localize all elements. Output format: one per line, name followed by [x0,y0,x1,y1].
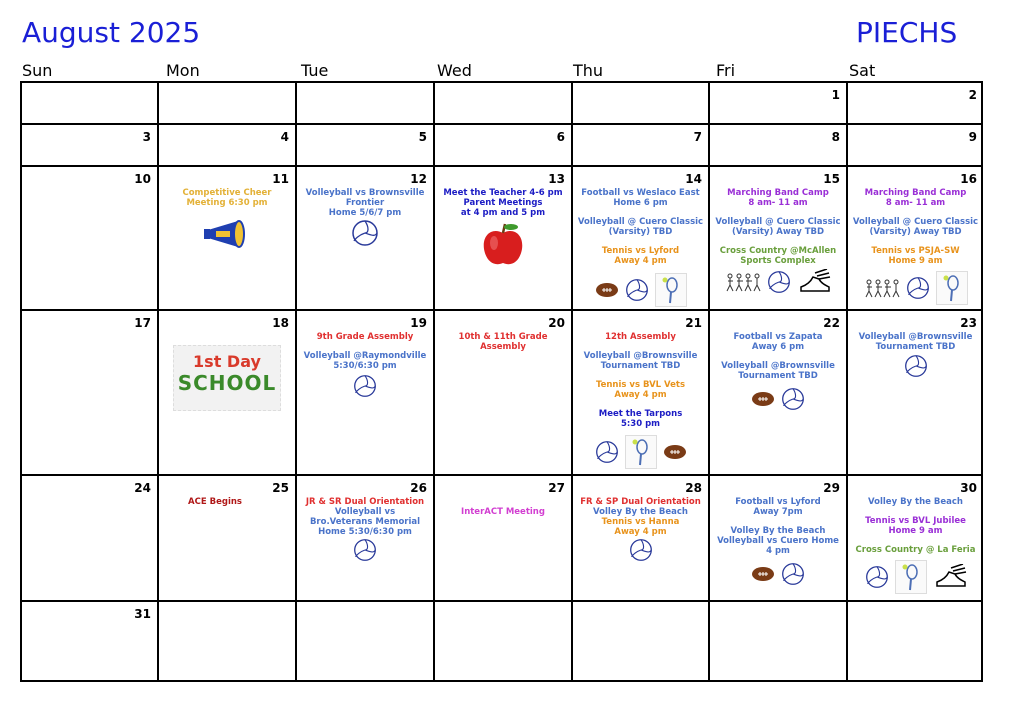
event-line: Tournament TBD [600,361,681,371]
day-number: 22 [823,316,840,330]
day-cell-empty [297,602,435,682]
volleyball-icon [906,276,930,300]
logo-top: 1st Day [193,352,261,371]
volleyball-icon [865,565,889,589]
day-number: 2 [968,88,977,102]
day-number: 24 [134,481,151,495]
day-cell-17[interactable] [22,311,159,476]
day-cell-12[interactable] [297,167,435,311]
day-cell-25[interactable] [159,476,297,602]
event-volleyball-frontier [297,188,433,218]
day-number: 30 [960,481,977,495]
event-line: 5:30 pm [620,419,661,429]
day-number: 9 [968,130,977,144]
icon-row [159,219,295,249]
day-cell-28[interactable] [573,476,710,602]
volleyball-icon [353,538,377,562]
day-number: 27 [548,481,565,495]
event-line: Volley By the Beach [730,526,826,536]
day-cell-27[interactable] [435,476,573,602]
calendar-grid [20,81,983,682]
day-cell-empty [573,83,710,125]
football-icon [751,390,775,408]
tennis-racket-icon [655,273,687,307]
day-cell-20[interactable] [435,311,573,476]
day-number: 23 [960,316,977,330]
day-cell-3[interactable] [22,125,159,167]
event-cheer-meeting [159,188,295,208]
event-line: Volleyball @ Cuero Classic [715,217,841,227]
event-line: Tournament TBD [738,371,818,381]
day-cell-13[interactable] [435,167,573,311]
day-cell-6[interactable] [435,125,573,167]
event-line: Away 7pm [753,507,803,517]
event-line: Football vs Lyford [735,497,821,507]
event-line: Cross Country @ La Feria [855,545,976,555]
icon-row [435,221,571,269]
apple-icon [480,221,526,269]
volleyball-icon [904,354,928,378]
weekday-wed: Wed [437,61,472,80]
first-day-of-school-logo [173,345,281,411]
running-shoe-icon [797,269,831,295]
event-line: Assembly [480,342,526,352]
day-cell-24[interactable] [22,476,159,602]
weekday-thu: Thu [573,61,604,80]
day-number: 25 [272,481,289,495]
event-line: Home 5:30/6:30 pm [318,527,412,537]
volleyball-icon [781,387,805,411]
weekday-tue: Tue [301,61,329,80]
event-line: 9th Grade Assembly [316,332,414,342]
day-number: 5 [418,130,427,144]
event-line: Volleyball @Brownsville [583,351,698,361]
event-line: Sports Complex [740,256,816,266]
football-icon [751,565,775,583]
event-line: JR & SR Dual Orientation [305,497,425,507]
band-icon [864,277,900,299]
event-line: ACE Begins [188,497,242,507]
day-cell-4[interactable] [159,125,297,167]
day-cell-31[interactable] [22,602,159,682]
running-shoe-icon [933,564,967,590]
day-cell-14[interactable] [573,167,710,311]
event-line: Away 4 pm [614,390,667,400]
event-line: Tournament TBD [875,342,956,352]
volleyball-icon [351,219,379,247]
football-icon [595,281,619,299]
volleyball-icon [625,278,649,302]
icon-row [848,560,983,594]
day-cell-empty [435,602,573,682]
day-number: 18 [272,316,289,330]
day-number: 1 [831,88,840,102]
icon-row [710,562,846,586]
football-icon [663,443,687,461]
event-line: Parent Meetings [463,198,543,208]
event-line: Volleyball vs [334,507,396,517]
day-number: 29 [823,481,840,495]
event-line: Away 6 pm [751,342,805,352]
event-line: Volley By the Beach [868,497,963,507]
event-line: Volleyball @Raymondville [303,351,427,361]
event-line: 12th Assembly [605,332,676,342]
volleyball-icon [767,270,791,294]
event-line: Volleyball vs Cuero Home [717,536,839,546]
event-line: at 4 pm and 5 pm [460,208,546,218]
day-number: 28 [685,481,702,495]
day-cell-22[interactable] [710,311,848,476]
day-number: 13 [548,172,565,186]
event-ace-begins [159,497,271,507]
icon-row [297,219,433,247]
icon-row [848,354,983,378]
day-number: 8 [831,130,840,144]
icon-row [573,538,708,562]
day-cell-5[interactable] [297,125,435,167]
day-cell-15[interactable] [710,167,848,311]
event-line: Volleyball @ Cuero Classic [852,217,979,227]
event-line: Meeting 6:30 pm [186,198,268,208]
event-line: Tennis vs Hanna [601,517,680,527]
event-line: 5:30/6:30 pm [333,361,397,371]
day-cell-empty [848,602,983,682]
event-group [848,497,983,555]
event-group [297,497,433,537]
event-group [297,332,433,371]
event-line: Home 6 pm [613,198,668,208]
event-line: (Varsity) Away TBD [731,227,825,237]
day-cell-empty [435,83,573,125]
event-line: Meet the Teacher 4-6 pm [443,188,563,198]
weekday-mon: Mon [166,61,200,80]
event-line: Volleyball @ Cuero Classic [577,217,704,227]
day-cell-empty [159,83,297,125]
day-cell-empty [710,602,848,682]
day-cell-7[interactable] [573,125,710,167]
day-cell-2[interactable] [848,83,983,125]
event-group [710,497,846,556]
day-number: 7 [693,130,702,144]
day-number: 16 [960,172,977,186]
day-cell-empty [159,602,297,682]
weekday-fri: Fri [716,61,736,80]
volleyball-icon [595,440,619,464]
day-cell-8[interactable] [710,125,848,167]
event-line: Away 4 pm [614,256,667,266]
event-line: Tennis vs PSJA-SW [871,246,960,256]
weekday-sat: Sat [849,61,876,80]
icon-row [573,435,708,469]
day-number: 31 [134,607,151,621]
day-cell-empty [297,83,435,125]
event-line: Tennis vs BVL Jubilee [865,516,966,526]
event-line: Football vs Zapata [733,332,823,342]
day-cell-empty [573,602,710,682]
event-line: Home 9 am [888,256,943,266]
event-group [848,188,983,266]
event-meet-teacher [435,188,571,218]
day-number: 11 [272,172,289,186]
day-number: 4 [280,130,289,144]
icon-row [297,374,433,398]
day-cell-16[interactable] [848,167,983,311]
day-number: 3 [142,130,151,144]
band-icon [725,271,761,293]
event-line: Home 9 am [888,526,943,536]
event-line: Marching Band Camp [864,188,967,198]
event-line: Competitive Cheer [182,188,272,198]
event-group [573,188,708,266]
event-group [710,188,846,266]
event-line: Volleyball @Brownsville [721,361,835,371]
event-line: Frontier [345,198,385,208]
tennis-racket-icon [895,560,927,594]
month-title: August 2025 [22,16,201,49]
day-cell-29[interactable] [710,476,848,602]
volleyball-icon [781,562,805,586]
event-line: 8 am- 11 am [885,198,946,208]
volleyball-icon [353,374,377,398]
event-line: Football vs Weslaco East [581,188,700,198]
event-line: Marching Band Camp [727,188,829,198]
day-number: 17 [134,316,151,330]
event-line: 4 pm [766,546,790,556]
event-line: Volleyball @Brownsville [858,332,973,342]
day-cell-empty [22,83,159,125]
event-line: Away 4 pm [614,527,667,537]
icon-row [710,269,846,295]
event-line: Home 5/6/7 pm [328,208,402,218]
day-cell-26[interactable] [297,476,435,602]
tennis-racket-icon [625,435,657,469]
event-volleyball-brownsville [848,332,983,352]
day-number: 10 [134,172,151,186]
day-cell-23[interactable] [848,311,983,476]
event-group [710,332,846,381]
day-number: 21 [685,316,702,330]
event-line: Volleyball vs Brownsville [305,188,425,198]
day-number: 19 [410,316,427,330]
icon-row [848,271,983,305]
day-number: 20 [548,316,565,330]
event-group [573,332,708,429]
event-interact-meeting [435,507,571,517]
day-number: 6 [556,130,565,144]
day-number: 14 [685,172,702,186]
day-cell-18[interactable] [159,311,297,476]
logo-bottom: SCHOOL [177,371,277,395]
event-line: (Varsity) TBD [608,227,673,237]
day-number: 12 [410,172,427,186]
event-line: Tennis vs BVL Vets [595,380,686,390]
event-assembly-10-11 [435,332,571,352]
megaphone-icon [202,219,252,249]
event-line: Cross Country @McAllen [719,246,837,256]
day-cell-1[interactable] [710,83,848,125]
volleyball-icon [629,538,653,562]
weekday-sun: Sun [22,61,53,80]
day-number: 26 [410,481,427,495]
event-line: InterACT Meeting [461,507,545,517]
event-line: Meet the Tarpons [598,409,683,419]
event-group [573,497,708,537]
tennis-racket-icon [936,271,968,305]
icon-row [297,538,433,562]
day-number: 15 [823,172,840,186]
day-cell-19[interactable] [297,311,435,476]
event-line: (Varsity) Away TBD [869,227,962,237]
event-line: Tennis vs Lyford [601,246,680,256]
event-line: 10th & 11th Grade [458,332,548,342]
icon-row [573,273,708,307]
event-line: 8 am- 11 am [748,198,808,208]
day-cell-30[interactable] [848,476,983,602]
school-name: PIECHS [856,16,958,49]
event-line: Volley By the Beach [593,507,688,517]
event-line: Bro.Veterans Memorial [309,517,421,527]
day-cell-10[interactable] [22,167,159,311]
day-cell-21[interactable] [573,311,710,476]
day-cell-9[interactable] [848,125,983,167]
icon-row [710,387,846,411]
day-cell-11[interactable] [159,167,297,311]
event-line: FR & SP Dual Orientation [580,497,701,507]
